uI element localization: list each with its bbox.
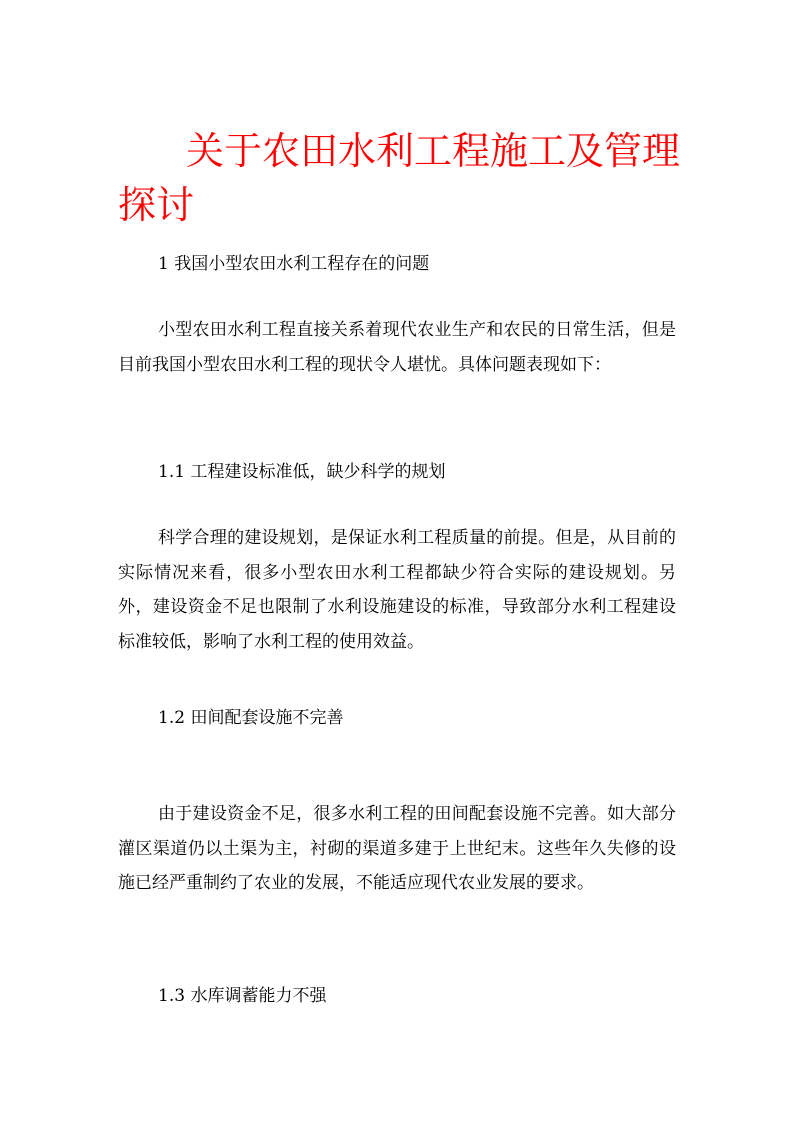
section-heading-1-2: 1.2 田间配套设施不完善 (158, 708, 344, 728)
section-heading-1-1: 1.1 工程建设标准低，缺少科学的规划 (158, 462, 446, 482)
section-heading-1: 1 我国小型农田水利工程存在的问题 (158, 254, 430, 274)
paragraph-3: 由于建设资金不足，很多水利工程的田间配套设施不完善。如大部分灌区渠道仍以土渠为主，衬砌的渠道多建于上世纪末。这些年久失修的设施已经严重制约了农业的发展，不能适应现代农业发展的要求。 (118, 804, 676, 893)
paragraph-2: 科学合理的建设规划，是保证水利工程质量的前提。但是，从目前的实际情况来看，很多小型农田水利工程都缺少符合实际的建设规划。另外，建设资金不足也限制了水利设施建设的标准，导致部分水利工程建设标准较低，影响了水利工程的使用效益。 (118, 528, 676, 652)
document-title: 关于农田水利工程施工及管理探讨 (118, 129, 681, 227)
paragraph-1: 小型农田水利工程直接关系着现代农业生产和农民的日常生活，但是目前我国小型农田水利工程的现状令人堪忧。具体问题表现如下： (118, 320, 676, 375)
section-heading-1-3: 1.3 水库调蓄能力不强 (158, 986, 327, 1006)
